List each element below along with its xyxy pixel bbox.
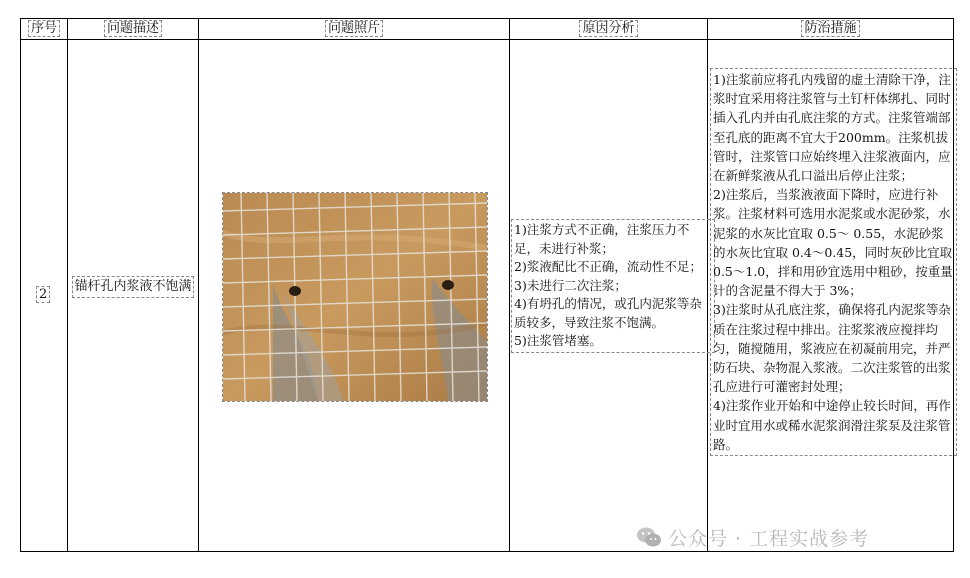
wechat-icon (636, 526, 662, 553)
cause-item: 1)注浆方式不正确，注浆压力不足，未进行补浆； (514, 222, 690, 256)
anchor-hole-photo-image (223, 193, 487, 401)
header-measures: 防治措施 (708, 21, 953, 37)
cause-item: 5)注浆管堵塞。 (514, 333, 602, 348)
header-description: 问题描述 (68, 21, 198, 37)
cause-item: 4)有坍孔的情况，或孔内泥浆等杂质较多，导致注浆不饱满。 (514, 296, 702, 330)
row-cause-list (511, 219, 715, 353)
col-border (198, 18, 199, 552)
watermark-text: 公众号 · 工程实战参考 (668, 528, 870, 550)
col-border (509, 18, 510, 552)
header-cause: 原因分析 (510, 21, 707, 37)
defect-table (20, 18, 954, 554)
col-border (67, 18, 68, 552)
problem-photo (222, 192, 488, 402)
measure-item: 4)注浆作业开始和中途停止较长时间，再作业时宜用水或稀水泥浆润滑注浆泵及注浆管路。 (713, 398, 951, 452)
measure-item: 1)注浆前应将孔内残留的虚土清除干净，注浆时宜采用将注浆管与土钉杆体绑扎、同时插入孔内并由孔底注浆的方式。注浆管端部至孔底的距离不宜大于200mm。注浆机拔管时，注浆管口应始终埋入注浆液面内，应在新鲜浆液从孔口溢出后停止注浆； (713, 72, 951, 184)
header-bottom-border (20, 39, 954, 40)
cause-item: 2)浆液配比不正确，流动性不足； (514, 259, 702, 274)
watermark (636, 524, 869, 553)
col-border (20, 18, 21, 552)
row-measures-list (710, 68, 957, 456)
header-photo: 问题照片 (199, 21, 509, 37)
header-seq: 序号 (21, 21, 67, 37)
cause-item: 3)未进行二次注浆； (514, 277, 627, 293)
row-description: 锚杆孔内浆液不饱满 (72, 276, 194, 298)
table-top-border (20, 18, 954, 19)
measure-item: 3)注浆时从孔底注浆，确保将孔内泥浆等杂质在注浆过程中排出。注浆浆液应搅拌均匀，随搅随用，浆液应在初凝前用完，并严防石块、杂物混入浆液。二次注浆管的出浆孔应进行可灌密封处理； (713, 302, 951, 395)
row-seq: 2 (36, 286, 50, 303)
measure-item: 2)注浆后，当浆液液面下降时，应进行补浆。注浆材料可选用水泥浆或水泥砂浆，水泥浆的水灰比宜取 0.5～ 0.55，水泥砂浆的水灰比宜取 0.4～0.45，同时灰砂比宜取 0.5～1.0，拌和用砂宜选用中粗砂，按重量计的含泥量不得大于 3%； (713, 187, 953, 299)
